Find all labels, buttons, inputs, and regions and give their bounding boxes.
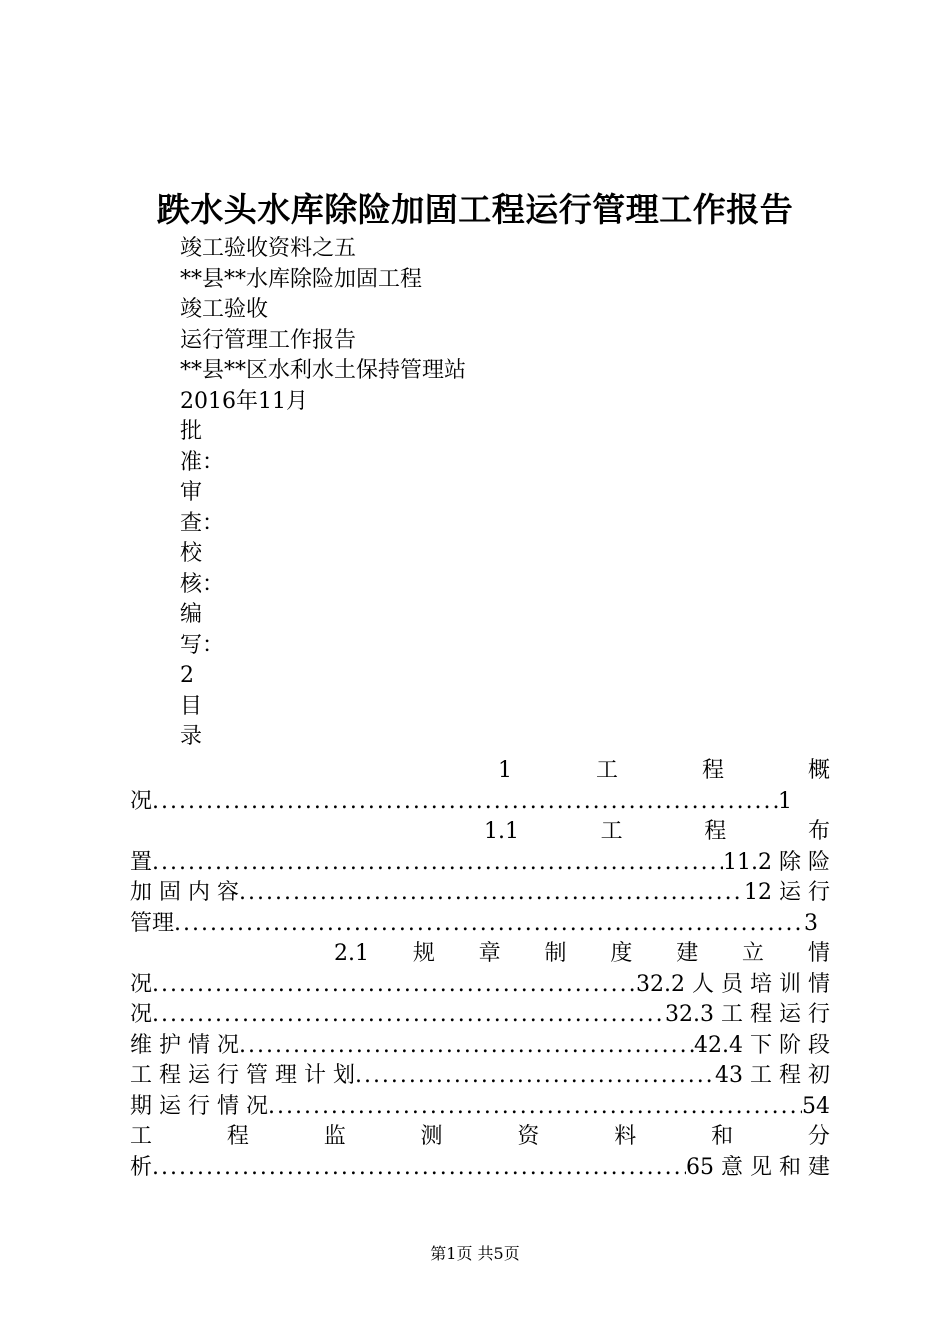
toc-page-number: 1 (778, 788, 792, 814)
table-of-contents (130, 756, 830, 1183)
toc-char: 料 (614, 1124, 637, 1149)
toc-page-number: 11.2 除 险 (723, 849, 830, 875)
toc-row (130, 1000, 830, 1031)
toc-page-number: 54 (802, 1093, 830, 1119)
document-title: 跌水头水库除险加固工程运行管理工作报告 (156, 190, 794, 229)
toc-leader-dots (239, 878, 744, 909)
front-line: **县**水库除险加固工程 (180, 266, 423, 292)
toc-row (130, 1153, 830, 1184)
toc-row (130, 939, 830, 970)
front-matter (180, 234, 466, 753)
toc-leader-dots (355, 1061, 715, 1092)
toc-char: 测 (420, 1124, 443, 1149)
front-line: 批 (180, 419, 203, 444)
toc-leader-dots (152, 970, 636, 1001)
toc-page-number: 32.3 工 程 运 行 (665, 1002, 830, 1027)
front-line: 审 (180, 480, 203, 505)
toc-entry-text: 管理 (130, 910, 175, 936)
toc-char: 建 (676, 941, 699, 966)
toc-char: 布 (807, 819, 830, 844)
toc-char: 程 (226, 1124, 249, 1149)
front-line: 编 (180, 602, 203, 627)
toc-char: 工 (130, 1124, 153, 1149)
toc-page-number: 42.4 下 阶 段 (694, 1032, 830, 1058)
front-line: 查： (180, 510, 225, 536)
toc-row (130, 1122, 830, 1153)
toc-row (130, 787, 792, 818)
toc-row (130, 756, 830, 787)
front-line: 核： (180, 571, 225, 597)
front-line: 2 (180, 663, 194, 688)
toc-leader-dots (152, 848, 723, 879)
toc-leader-dots (174, 909, 804, 940)
toc-char: 工 (600, 819, 623, 844)
toc-leader-dots (152, 787, 778, 818)
toc-row (130, 848, 830, 879)
toc-char: 1.1 (484, 819, 519, 844)
front-line: 校 (180, 541, 203, 566)
front-line: 写： (180, 632, 225, 658)
toc-entry-text: 工 程 运 行 管 理 计 划 (130, 1063, 355, 1088)
page-footer: 第1页 共5页 (430, 1244, 520, 1263)
toc-char: 和 (711, 1124, 734, 1149)
toc-char: 1 (498, 758, 512, 783)
front-line: 运行管理工作报告 (180, 327, 357, 353)
toc-char: 资 (517, 1124, 540, 1149)
toc-entry-text: 况 (130, 788, 153, 814)
toc-page-number: 43 工 程 初 (715, 1063, 830, 1088)
front-line: 目 (180, 693, 203, 719)
toc-page-number: 3 (804, 910, 818, 936)
toc-char: 概 (807, 758, 830, 783)
toc-char: 制 (544, 941, 567, 966)
toc-entry-text: 期 运 行 情 况 (130, 1093, 268, 1119)
toc-row (130, 878, 830, 909)
front-line: **县**区水利水土保持管理站 (180, 358, 467, 383)
front-line: 准： (180, 449, 225, 475)
toc-char: 程 (704, 819, 727, 844)
toc-row (130, 1092, 830, 1123)
toc-row (130, 817, 830, 848)
toc-page-number: 65 意 见 和 建 (686, 1154, 830, 1180)
toc-char: 监 (323, 1124, 346, 1149)
toc-char: 2.1 (334, 941, 369, 966)
toc-char: 章 (478, 941, 501, 966)
front-line: 竣工验收 (180, 297, 269, 322)
toc-row (130, 970, 830, 1001)
toc-row (130, 1061, 830, 1092)
front-line: 2016年11月 (180, 388, 308, 414)
toc-char: 分 (807, 1124, 830, 1149)
toc-leader-dots (152, 1153, 686, 1184)
toc-row (130, 1031, 830, 1062)
toc-char: 情 (807, 941, 830, 966)
toc-entry-text: 析 (130, 1154, 153, 1180)
toc-leader-dots (152, 1000, 665, 1031)
toc-entry-text: 况 (130, 971, 153, 997)
toc-leader-dots (268, 1092, 802, 1123)
toc-entry-text: 加 固 内 容 (130, 880, 239, 905)
toc-page-number: 12 运 行 (744, 880, 830, 905)
toc-char: 度 (610, 941, 633, 966)
toc-leader-dots (239, 1031, 694, 1062)
front-line: 录 (180, 724, 203, 749)
toc-page-number: 32.2 人 员 培 训 情 (636, 971, 830, 997)
front-line: 竣工验收资料之五 (180, 236, 357, 261)
toc-row (130, 909, 818, 940)
toc-char: 规 (412, 941, 435, 966)
toc-char: 工 (595, 758, 618, 783)
toc-entry-text: 维 护 情 况 (130, 1032, 239, 1058)
toc-entry-text: 况 (130, 1002, 153, 1027)
toc-char: 立 (742, 941, 765, 966)
toc-char: 程 (701, 758, 724, 783)
toc-entry-text: 置 (130, 849, 153, 875)
